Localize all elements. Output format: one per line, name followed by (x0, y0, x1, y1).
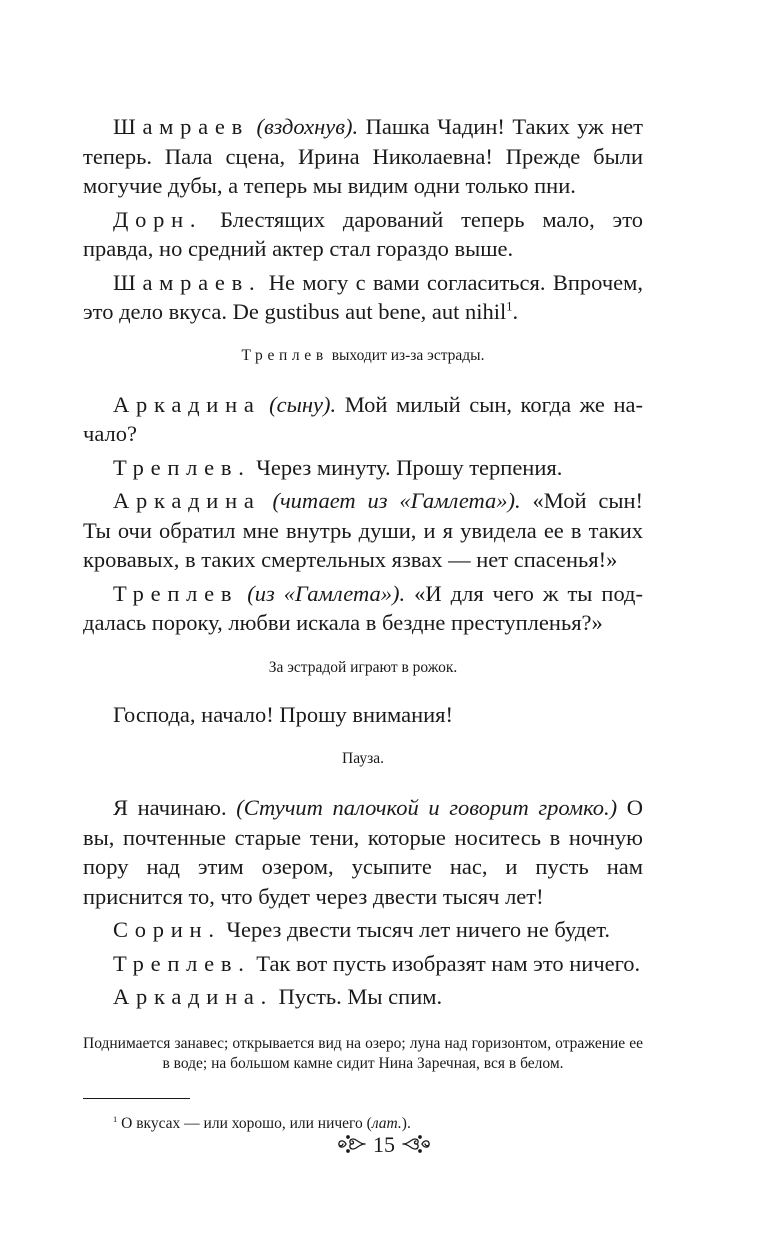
paragraph-dorn (83, 205, 643, 264)
speech-tail: . (512, 299, 519, 324)
stage-direction: (читает из «Гамлета»). (272, 488, 521, 513)
speech-text: «Мой сын! Ты очи обратил мне внутрь души, и я увидела ее в таких кровавых, в таких смертельных язвах — нет спасенья!» (83, 488, 643, 572)
footnote-tail: ). (401, 1114, 411, 1132)
stage-direction: (Стучит палочкой и говорит громко.) (236, 795, 618, 820)
footnote (83, 1114, 643, 1134)
speaker-name: Аркадина. (113, 984, 273, 1009)
speaker-name: Треплев (241, 346, 328, 364)
floral-vignette-icon (337, 1133, 367, 1161)
paragraph-treplev-3: Господа, начало! Прошу внимания! (113, 701, 454, 727)
speaker-name: Треплев. (113, 950, 251, 976)
speech-text: Так вот пусть изобразят нам это ничего. (250, 950, 641, 976)
page-body (83, 112, 643, 1134)
speech-text: Блестящих дарований теперь мало, это правда, но средний актер стал гораздо выше. (83, 206, 643, 261)
speech-text: Я начинаю. (113, 795, 237, 820)
speech-tail: О вы, почтенные старые тени, которые носитесь в ночную пору над этим озером, усыпите нас, и пусть нам приснится то, что будет через двести тысяч лет! (83, 795, 644, 909)
floral-vignette-icon (401, 1133, 431, 1161)
footnote-lang: лат. (371, 1114, 402, 1132)
paragraph-treplev-4 (83, 793, 643, 911)
paragraph-arkadina-3 (83, 982, 643, 1012)
speech-text: Пусть. Мы спим. (272, 984, 443, 1009)
speaker-name: Аркадина (113, 488, 261, 513)
speaker-name: Шамраев (113, 114, 250, 139)
paragraph-shamraev-1 (83, 112, 643, 201)
speech-text: «И для чего ж ты поддалась пороку, любви искала в бездне преступленья?» (83, 580, 644, 635)
paragraph-arkadina-1 (83, 390, 643, 449)
stage-direction-horn: За эстрадой играют в рожок. (268, 658, 458, 676)
page-folio (0, 1132, 768, 1161)
stage-direction-treplev-enters (83, 346, 643, 366)
speech-text: Мой милый сын, когда же начало? (83, 391, 643, 446)
footnote-divider (83, 1098, 190, 1099)
speech-text: Не могу с вами согласиться. Впрочем, это дело вкуса. De gustibus aut bene, aut nihil (83, 269, 643, 324)
speaker-name: Аркадина (113, 391, 261, 417)
paragraph-sorin (83, 915, 643, 945)
footnote-text: О вкусах — или хорошо, или ничего ( (117, 1114, 372, 1132)
speaker-name: Сорин. (113, 917, 221, 942)
footnote-ref[interactable]: 1 (506, 299, 513, 314)
stage-direction-pause: Пауза. (342, 750, 384, 767)
stage-text: выходит из-за эстрады. (327, 346, 485, 364)
paragraph-arkadina-2 (83, 486, 643, 575)
paragraph-shamraev-2 (83, 268, 643, 327)
stage-direction: (сыну). (269, 391, 337, 417)
speech-text: Через двести тысяч лет ничего не будет. (220, 917, 611, 942)
speaker-name: Шамраев. (113, 269, 262, 295)
speaker-name: Дорн. (113, 206, 203, 232)
speech-text: Пашка Чадин! Таких уж нет теперь. Пала сцена, Ирина Николаевна! Прежде были могучие дубы, а теперь мы видим одни только пни. (83, 114, 643, 198)
stage-direction: (из «Гамлета»). (247, 580, 406, 606)
speaker-name: Треплев (113, 580, 239, 606)
paragraph-treplev-1 (83, 453, 643, 483)
stage-direction-curtain: Поднимается занавес; открывается вид на озеро; луна над горизонтом, отражение ее в воде; на большом камне сидит Нина Заречная, вся в белом. (83, 1034, 643, 1072)
paragraph-treplev-5 (83, 949, 643, 979)
page-number: 15 (373, 1132, 395, 1157)
paragraph-treplev-2 (83, 579, 643, 638)
speaker-name: Треплев. (113, 454, 251, 480)
speech-text: Через минуту. Прошу терпения. (250, 454, 563, 480)
stage-direction: (вздохнув). (256, 114, 359, 139)
footnote-mark: 1 (113, 1113, 118, 1124)
